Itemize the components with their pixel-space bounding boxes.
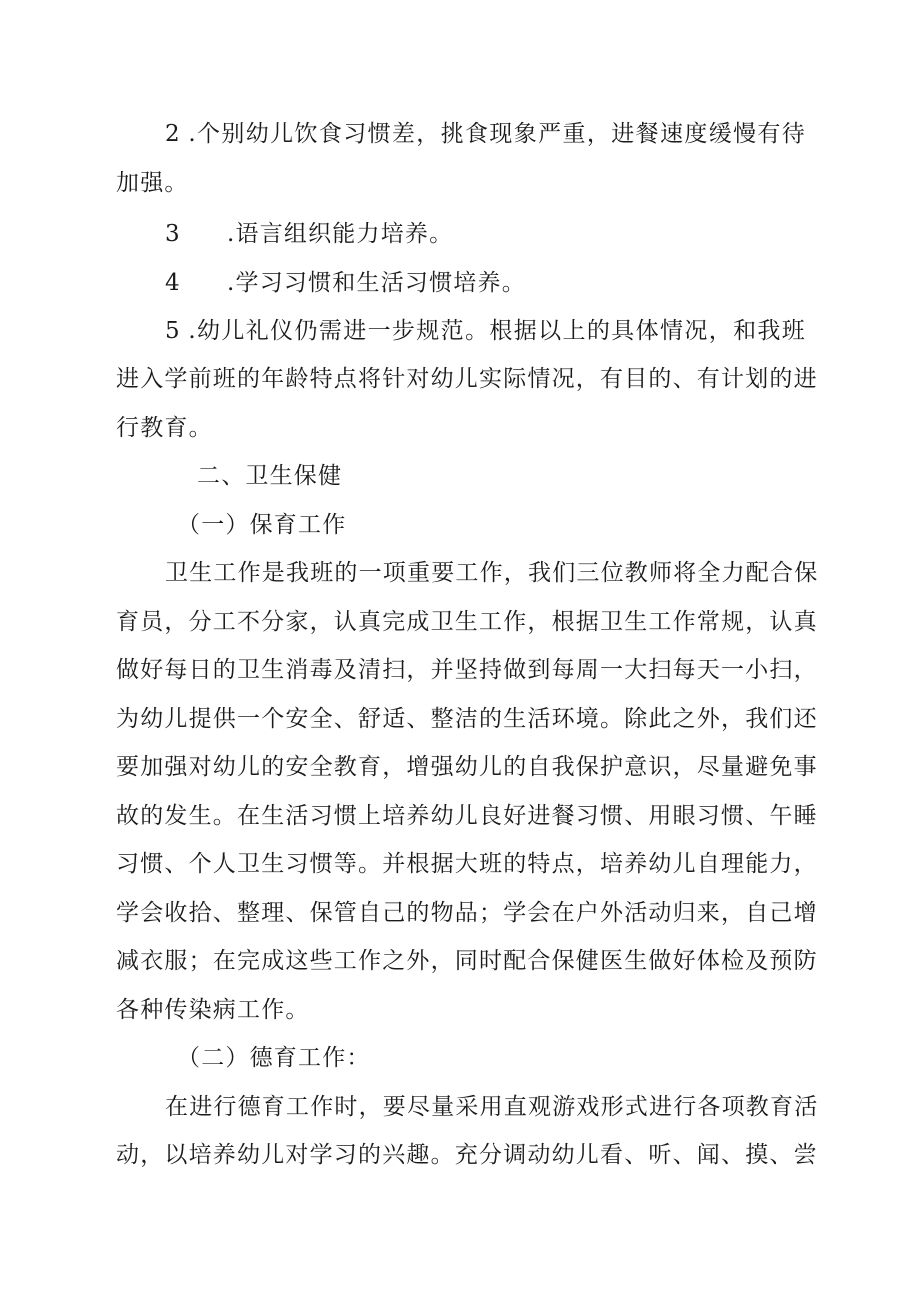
childcare-paragraph-line: 育员，分工不分家，认真完成卫生工作，根据卫生工作常规，认真 — [116, 609, 818, 635]
childcare-paragraph-line: 为幼儿提供一个安全、舒适、整洁的生活环境。除此之外，我们还 — [116, 706, 818, 732]
item-4 — [165, 267, 855, 299]
childcare-paragraph-line: 做好每日的卫生消毒及清扫，并坚持做到每周一大扫每天一小扫， — [116, 657, 818, 683]
item-5-line-1 — [165, 315, 806, 347]
childcare-paragraph-line: 要加强对幼儿的安全教育，增强幼儿的自我保护意识，尽量避免事 — [116, 754, 818, 780]
moral-paragraph-line: 动，以培养幼儿对学习的兴趣。充分调动幼儿看、听、闻、摸、尝 — [116, 1142, 818, 1168]
moral-paragraph-line: 在进行德育工作时，要尽量采用直观游戏形式进行各项教育活 — [165, 1094, 819, 1120]
item-5-number: 5 — [165, 318, 180, 344]
item-2-text-1: .个别幼儿饮食习惯差，挑食现象严重，进餐速度缓慢有待 — [188, 121, 807, 147]
item-5-line-3: 行教育。 — [116, 415, 213, 441]
item-4-text: .学习习惯和生活习惯培养。 — [227, 270, 526, 296]
item-5-line-2: 进入学前班的年龄特点将针对幼儿实际情况，有目的、有计划的进 — [116, 366, 818, 392]
item-2-line-2: 加强。 — [116, 170, 189, 196]
childcare-paragraph-line: 各种传染病工作。 — [116, 997, 310, 1023]
section-heading-hygiene: 二、卫生保健 — [197, 463, 343, 489]
item-2-line-1 — [165, 118, 806, 150]
childcare-paragraph-line: 故的发生。在生活习惯上培养幼儿良好进餐习惯、用眼习惯、午睡 — [116, 803, 818, 829]
childcare-paragraph-line: 卫生工作是我班的一项重要工作，我们三位教师将全力配合保 — [165, 560, 819, 586]
childcare-paragraph-line: 学会收拾、整理、保管自己的物品；学会在户外活动归来，自己增 — [116, 900, 818, 926]
subsection-heading-moral: （二）德育工作： — [177, 1045, 371, 1071]
item-3-text: .语言组织能力培养。 — [227, 221, 454, 247]
childcare-paragraph-line: 习惯、个人卫生习惯等。并根据大班的特点，培养幼儿自理能力， — [116, 851, 818, 877]
item-5-text-1: .幼儿礼仪仍需进一步规范。根据以上的具体情况，和我班 — [188, 318, 807, 344]
item-4-number: 4 — [165, 270, 180, 296]
subsection-heading-childcare: （一）保育工作 — [177, 512, 347, 538]
item-2-number: 2 — [165, 121, 180, 147]
item-3 — [165, 218, 855, 250]
item-3-number: 3 — [165, 221, 180, 247]
childcare-paragraph-line: 减衣服；在完成这些工作之外，同时配合保健医生做好体检及预防 — [116, 948, 818, 974]
